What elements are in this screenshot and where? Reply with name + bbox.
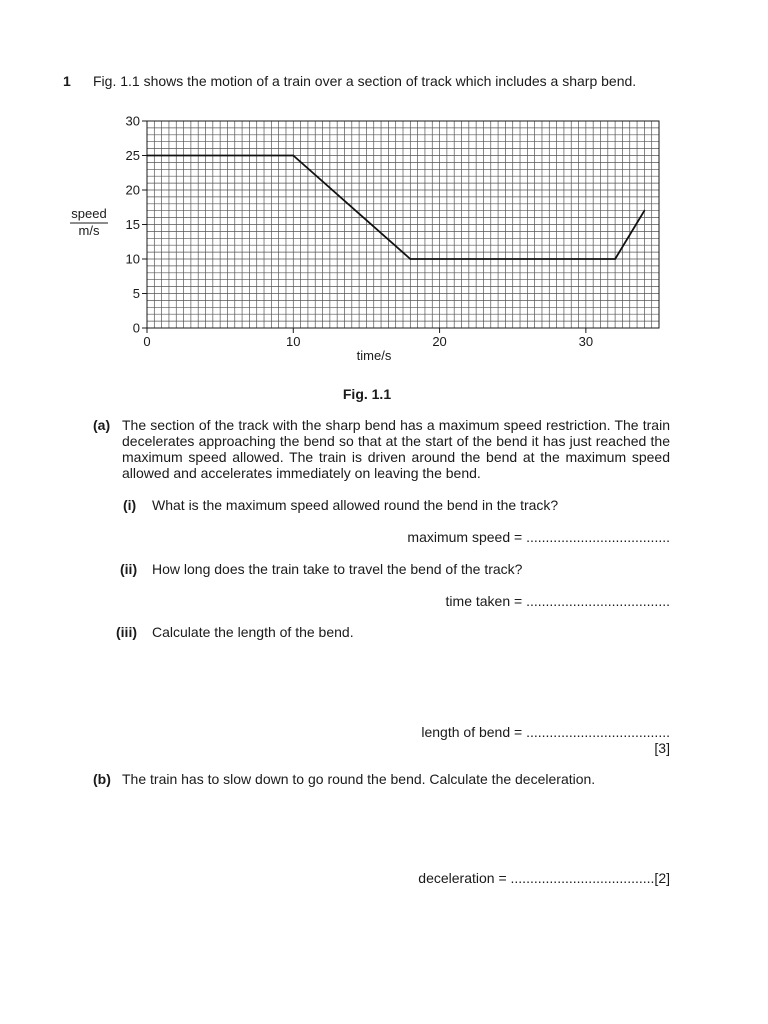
question-intro: Fig. 1.1 shows the motion of a train over a section of track which includes a sharp bend. (93, 73, 637, 89)
maximum-speed-answer-line[interactable]: maximum speed = ..................................... (407, 529, 670, 545)
x-tick-label: 0 (143, 334, 151, 349)
y-tick-label: 20 (125, 182, 140, 198)
question-number: 1 (63, 73, 71, 89)
x-tick-label: 10 (286, 334, 301, 349)
part-a-ii-text: How long does the train take to travel the bend of the track? (152, 561, 523, 577)
part-a-iii-label: (iii) (116, 624, 137, 640)
x-tick-label: 30 (578, 334, 594, 349)
part-a-ii-label: (ii) (120, 561, 138, 577)
part-b-label: (b) (93, 771, 111, 787)
y-tick-label: 30 (125, 113, 140, 129)
part-b-text: The train has to slow down to go round the bend. Calculate the deceleration. (122, 771, 596, 787)
y-axis-label-quantity: speed (71, 206, 107, 221)
figure-caption: Fig. 1.1 (342, 386, 392, 402)
part-a-marks: [3] (654, 740, 670, 756)
part-a-text: The section of the track with the sharp bend has a maximum speed restriction. The train decelerates approaching the bend so that at the start of the bend it has just reached the maximum speed allowed. The train is driven around the bend at the maximum speed allowed and accelerates immediately on leaving the bend. (122, 417, 670, 481)
y-tick-label: 15 (125, 217, 140, 232)
y-tick-label: 10 (125, 251, 140, 267)
part-a-i-label: (i) (123, 497, 137, 513)
y-axis-label-unit: m/s (78, 223, 100, 238)
y-tick-label: 5 (132, 286, 140, 301)
speed-time-chart (0, 0, 768, 380)
x-axis-label: time/s (356, 348, 392, 363)
part-a-label: (a) (93, 417, 111, 433)
length-of-bend-answer-line[interactable]: length of bend = ..................................... (421, 724, 670, 740)
part-a-iii-text: Calculate the length of the bend. (152, 624, 354, 640)
chart-grid (147, 121, 659, 328)
y-tick-label: 25 (125, 148, 140, 163)
part-a-i-text: What is the maximum speed allowed round the bend in the track? (152, 497, 559, 513)
deceleration-answer-line[interactable]: deceleration = .....................................[2] (418, 870, 670, 886)
y-tick-label: 0 (132, 320, 140, 336)
time-taken-answer-line[interactable]: time taken = ..................................... (445, 593, 670, 609)
x-tick-label: 20 (432, 334, 447, 349)
